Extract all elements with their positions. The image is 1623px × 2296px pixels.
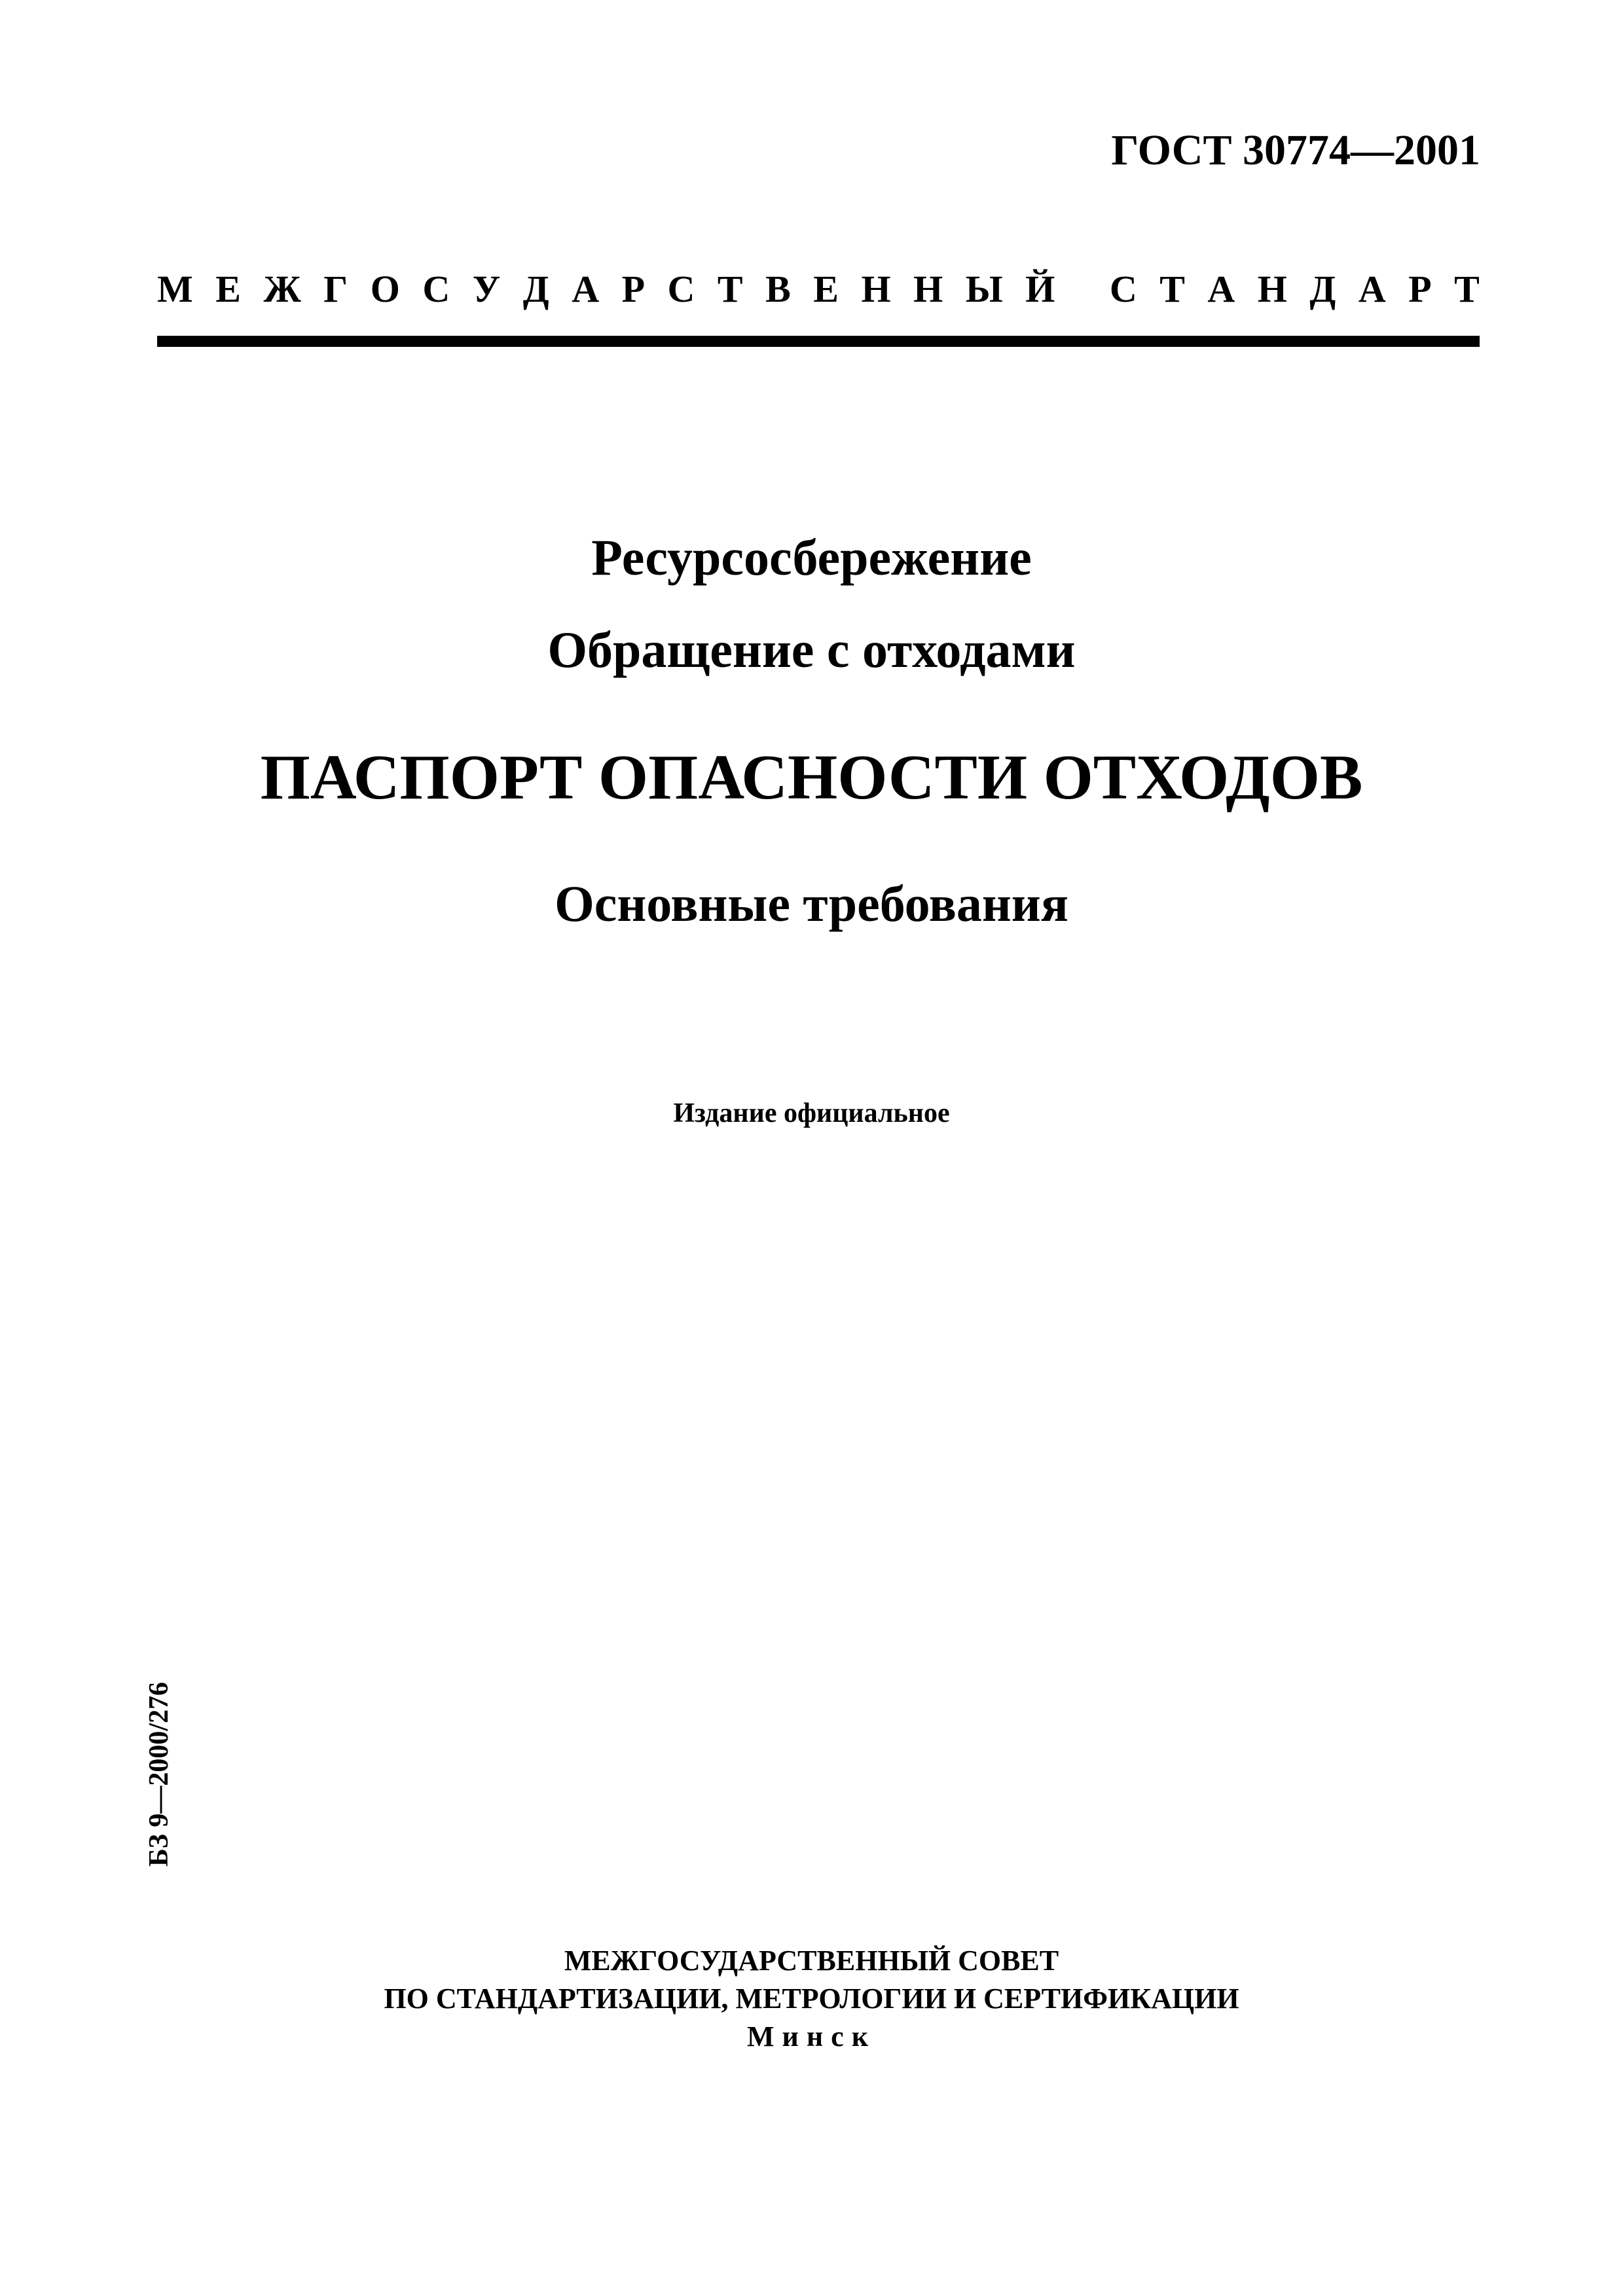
- banner-letter: А: [1358, 268, 1386, 310]
- banner-word-gap: [1078, 263, 1087, 315]
- banner-letter: Н: [1257, 268, 1287, 310]
- banner-letter: С: [1109, 268, 1137, 310]
- banner-letter: Е: [813, 268, 839, 310]
- standard-type-banner: [157, 263, 1480, 315]
- banner-letter: А: [572, 268, 600, 310]
- banner-letter: Д: [522, 268, 549, 310]
- document-number: ГОСТ 30774—2001: [1111, 126, 1480, 174]
- banner-letter: У: [472, 268, 501, 310]
- edition-note: Издание официальное: [673, 1098, 950, 1128]
- publisher-city: Минск: [746, 2020, 877, 2053]
- banner-letter: Т: [1159, 268, 1185, 310]
- banner-letter: Н: [861, 268, 891, 310]
- publisher-line-2: ПО СТАНДАРТИЗАЦИИ, МЕТРОЛОГИИ И СЕРТИФИКАЦИИ: [384, 1982, 1239, 2015]
- subtopic-heading: Обращение с отходами: [547, 621, 1076, 678]
- banner-letter: В: [765, 268, 791, 310]
- banner-letter: Р: [1408, 268, 1432, 310]
- banner-letter: Н: [913, 268, 943, 310]
- banner-letter: С: [422, 268, 450, 310]
- subtitle: Основные требования: [555, 875, 1068, 932]
- banner-letter: Й: [1025, 268, 1055, 310]
- banner-letter: С: [667, 268, 695, 310]
- banner-letter: Т: [1454, 268, 1480, 310]
- banner-letter: Ы: [965, 268, 1003, 310]
- banner-letter: Г: [323, 268, 348, 310]
- banner-letter: О: [370, 268, 400, 310]
- banner-letter: М: [157, 268, 193, 310]
- subject-heading: Ресурсосбережение: [591, 529, 1032, 586]
- header-rule: [157, 336, 1480, 347]
- banner-letter: Р: [621, 268, 646, 310]
- banner-letter: А: [1207, 268, 1235, 310]
- banner-letter: Е: [215, 268, 241, 310]
- side-code: БЗ 9—2000/276: [144, 1681, 174, 1867]
- banner-letter: Д: [1309, 268, 1336, 310]
- publisher-line-1: МЕЖГОСУДАРСТВЕННЫЙ СОВЕТ: [564, 1945, 1059, 1977]
- main-title: ПАСПОРТ ОПАСНОСТИ ОТХОДОВ: [260, 742, 1363, 813]
- banner-letter: Т: [717, 268, 743, 310]
- banner-letter: Ж: [263, 268, 301, 310]
